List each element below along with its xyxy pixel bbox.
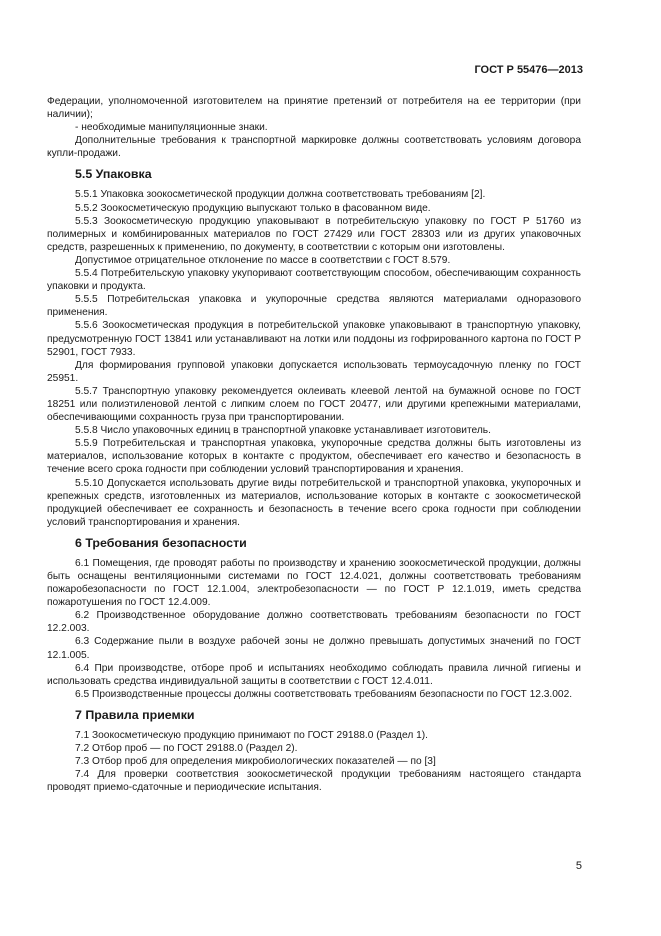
paragraph: 5.5.5 Потребительская упаковка и укупорочные средства являются материалами одноразового применения. — [47, 294, 581, 319]
section-heading: 5.5 Упаковка — [75, 167, 152, 182]
section-heading: 7 Правила приемки — [75, 707, 195, 722]
paragraph: 5.5.1 Упаковка зоокосметической продукции должна соответствовать требованиям [2]. — [75, 189, 486, 201]
paragraph: 5.5.6 Зоокосметическая продукция в потребительской упаковке упаковывают в транспортную упаковку, предусмотренную ГОСТ 13841 или устанавливают на лотки или поддоны из гофрированного картона по ГОСТ Р 52901, ГОСТ 7933. — [47, 320, 581, 358]
paragraph: Для формирования групповой упаковки допускается использовать термоусадочную пленку по ГОСТ 25951. — [47, 359, 581, 384]
document-body — [47, 95, 581, 794]
section-heading: 6 Требования безопасности — [75, 535, 247, 550]
paragraph: 7.1 Зоокосметическую продукцию принимают по ГОСТ 29188.0 (Раздел 1). — [75, 729, 428, 741]
paragraph: 7.3 Отбор проб для определения микробиологических показателей — по [3] — [75, 756, 436, 768]
paragraph: 5.5.4 Потребительскую упаковку укупоривают соответствующим способом, обеспечивающим сохранность упаковки и продукта. — [47, 268, 581, 293]
paragraph: 5.5.9 Потребительская и транспортная упаковка, укупорочные средства должны быть изготовлены из материалов, использование которых в контакте с продуктом, обеспечивает его качество и безопасность в течение всего срока годности при соблюдении условий транспортирования и хранения. — [47, 438, 581, 476]
paragraph: Федерации, уполномоченной изготовителем на принятие претензий от потребителя на ее территории (при наличии); — [47, 96, 581, 121]
paragraph: 5.5.8 Число упаковочных единиц в транспортной упаковке устанавливает изготовитель. — [75, 425, 491, 437]
paragraph: 5.5.10 Допускается использовать другие виды потребительской и транспортной упаковка, укупорочных и крепежных средств, изготовленных из материалов, использование которых в контакте с зоокосметической продукцией обеспечивает ее сохранность и безопасность в течение всего срока годности при соблюдении условий транспортирования и хранения. — [47, 477, 581, 528]
paragraph: 6.3 Содержание пыли в воздухе рабочей зоны не должно превышать допустимых значений по ГОСТ 12.1.005. — [47, 636, 581, 661]
paragraph: Дополнительные требования к транспортной маркировке должны соответствовать условиям договора купли-продажи. — [47, 135, 581, 160]
paragraph: - необходимые манипуляционные знаки. — [75, 122, 268, 134]
paragraph: 5.5.2 Зоокосметическую продукцию выпускают только в фасованном виде. — [75, 202, 431, 214]
paragraph: 7.4 Для проверки соответствия зоокосметической продукции требованиям настоящего стандарта проводят приемо-сдаточные и периодические испытания. — [47, 769, 581, 794]
page-number: 5 — [575, 860, 582, 872]
paragraph: 7.2 Отбор проб — по ГОСТ 29188.0 (Раздел 2). — [75, 743, 298, 755]
paragraph: 6.5 Производственные процессы должны соответствовать требованиям безопасности по ГОСТ 12.3.002. — [75, 688, 573, 700]
paragraph: 5.5.7 Транспортную упаковку рекомендуется оклеивать клеевой лентой на бумажной основе по ГОСТ 18251 или полиэтиленовой лентой с липким слоем по ГОСТ 20477, или другими крепежными материалами, обеспечивающими сохранность груза при транспортировании. — [47, 385, 581, 424]
paragraph: 6.1 Помещения, где проводят работы по производству и хранению зоокосметической продукции, должны быть оснащены вентиляционными системами по ГОСТ 12.4.021, должны соответствовать требованиям пожаробезопасности по ГОСТ 12.1.004, электробезопасности — по ГОСТ Р 12.1.019, иметь средства пожаротушения по ГОСТ 12.4.009. — [47, 557, 581, 609]
paragraph: 5.5.3 Зоокосметическую продукцию упаковывают в потребительскую упаковку по ГОСТ Р 51760 из полимерных и комбинированных материалов по ГОСТ 27429 или ГОСТ 28303 или из других упаковочных средств, разрешенных к применению, по документу, в соответствии с которым они изготовлены. — [47, 215, 581, 253]
paragraph: 6.4 При производстве, отборе проб и испытаниях необходимо соблюдать правила личной гигиены и использовать средства индивидуальной защиты в соответствии с ГОСТ 12.4.011. — [47, 662, 581, 687]
paragraph: 6.2 Производственное оборудование должно соответствовать требованиям безопасности по ГОСТ 12.2.003. — [47, 610, 581, 635]
document-code-header: ГОСТ Р 55476—2013 — [474, 64, 583, 76]
paragraph: Допустимое отрицательное отклонение по массе в соответствии с ГОСТ 8.579. — [75, 254, 451, 266]
